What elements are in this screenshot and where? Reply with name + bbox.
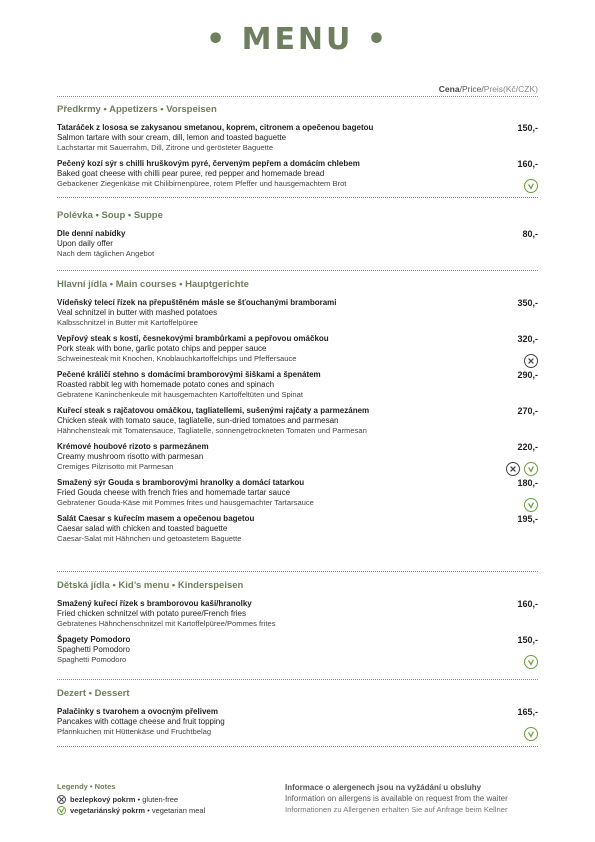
menu-item	[57, 406, 538, 436]
item-name-cz: Pečené králičí stehno s domácími bramborovými šiškami a špenátem	[57, 370, 321, 379]
legend-veg-rest: • vegetarian meal	[145, 806, 206, 815]
menu-item	[57, 298, 538, 328]
vegetarian-icon	[524, 655, 538, 669]
section-title: Předkrmy • Appetizers • Vorspeisen	[57, 104, 217, 115]
item-name-en: Spaghetti Pomodoro	[57, 645, 130, 654]
item-price: 160,-	[517, 159, 538, 169]
menu-item	[57, 635, 538, 665]
dotted-divider	[57, 679, 538, 680]
item-price: 150,-	[517, 635, 538, 645]
price-label-cz: Cena	[438, 84, 460, 94]
item-name-cz: Palačinky s tvarohem a ovocným přelivem	[57, 707, 218, 716]
item-name-cz: Tataráček z lososa se zakysanou smetanou, koprem, citronem a opečenou bagetou	[57, 123, 374, 132]
allergen-info-en: Information on allergens is available on request from the waiter	[285, 794, 508, 803]
section-title: Dezert • Dessert	[57, 688, 130, 699]
item-price: 195,-	[517, 514, 538, 524]
menu-section	[57, 104, 538, 195]
menu-item	[57, 514, 538, 544]
menu-item	[57, 370, 538, 400]
legend-gf-bold: bezlepkový pokrm	[70, 795, 136, 804]
item-name-en: Fried chicken schnitzel with potato puree/French fries	[57, 609, 246, 618]
item-icons	[524, 354, 538, 368]
section-title: Polévka • Soup • Suppe	[57, 210, 163, 221]
legend-veg-bold: vegetariánský pokrm	[70, 806, 146, 815]
item-name-de: Spaghetti Pomodoro	[57, 655, 127, 664]
vegetarian-icon	[524, 462, 538, 476]
item-name-cz: Smažený sýr Gouda s bramborovými hranolky a domácí tatarkou	[57, 478, 305, 487]
item-price: 320,-	[517, 334, 538, 344]
menu-item	[57, 478, 538, 508]
item-price: 350,-	[517, 298, 538, 308]
item-name-en: Pork steak with bone, garlic potato chips and pepper sauce	[57, 344, 267, 353]
vegetarian-icon	[57, 806, 66, 815]
menu-item	[57, 707, 538, 737]
price-label-de: Preis(Kč/CZK)	[483, 84, 538, 94]
legend	[57, 782, 277, 816]
item-name-en: Salmon tartare with sour cream, dill, lemon and toasted baguette	[57, 133, 287, 142]
vegetarian-icon	[524, 179, 538, 193]
item-name-cz: Pečený kozí sýr s chilli hruškovým pyré, červeným pepřem a domácím chlebem	[57, 159, 360, 168]
item-price: 150,-	[517, 123, 538, 133]
item-name-cz: Salát Caesar s kuřecím masem a opečenou bagetou	[57, 514, 255, 523]
item-name-cz: Kuřecí steak s rajčatovou omáčkou, tagliatellemi, sušenými rajčaty a parmezánem	[57, 406, 370, 415]
price-column-header	[439, 84, 538, 94]
menu-section	[57, 688, 538, 743]
gluten-free-icon	[506, 462, 520, 476]
item-name-de: Pfannkuchen mit Hüttenkäse und Fruchtbelag	[57, 727, 212, 736]
menu-section	[57, 580, 538, 671]
item-name-cz: Krémové houbové rizoto s parmezánem	[57, 442, 209, 451]
item-name-cz: Špagety Pomodoro	[57, 635, 131, 644]
allergen-info-cz: Informace o alergenech jsou na vyžádání u obsluhy	[285, 783, 482, 792]
legend-gluten-free	[57, 794, 277, 805]
menu-item	[57, 334, 538, 364]
menu-item	[57, 123, 538, 153]
item-icons	[524, 498, 538, 512]
item-name-cz: Vepřový steak s kostí, česnekovými brambůrkami a pepřovou omáčkou	[57, 334, 329, 343]
allergen-info	[285, 782, 538, 815]
menu-item	[57, 442, 538, 472]
item-name-en: Caesar salad with chicken and toasted baguette	[57, 524, 228, 533]
menu-item	[57, 229, 538, 259]
item-price: 270,-	[517, 406, 538, 416]
menu-item	[57, 159, 538, 189]
item-name-en: Creamy mushroom risotto with parmesan	[57, 452, 204, 461]
item-price: 160,-	[517, 599, 538, 609]
item-name-de: Kalbsschnitzel in Butter mit Kartoffelpüree	[57, 318, 198, 327]
item-name-de: Gebratener Gouda-Käse mit Pommes frites und hausgemachter Tartarsauce	[57, 498, 314, 507]
item-name-en: Upon daily offer	[57, 239, 113, 248]
item-name-cz: Vídeňský telecí řízek na přepuštěném másle se šťouchanými bramborami	[57, 298, 337, 307]
item-name-en: Veal schnitzel in butter with mashed potatoes	[57, 308, 218, 317]
item-price: 80,-	[522, 229, 538, 239]
vegetarian-icon	[524, 498, 538, 512]
item-icons	[524, 655, 538, 669]
item-name-de: Cremiges Pilzrisotto mit Parmesan	[57, 462, 174, 471]
section-title: Dětská jídla • Kid’s menu • Kinderspeisen	[57, 580, 244, 591]
item-name-de: Nach dem täglichen Angebot	[57, 249, 155, 258]
item-name-en: Baked goat cheese with chilli pear puree, red pepper and homemade bread	[57, 169, 325, 178]
item-name-en: Roasted rabbit leg with homemade potato cones and spinach	[57, 380, 275, 389]
item-price: 165,-	[517, 707, 538, 717]
dotted-divider	[57, 197, 538, 198]
legend-gf-rest: • gluten-free	[135, 795, 179, 804]
item-icons	[524, 727, 538, 741]
legend-title: Legendy • Notes	[57, 782, 116, 791]
dotted-divider	[57, 96, 538, 97]
item-name-en: Fried Gouda cheese with french fries and homemade tartar sauce	[57, 488, 291, 497]
item-name-de: Gebackener Ziegenkäse mit Chilibirnenpüree, rotem Pfeffer und hausgemachtem Brot	[57, 179, 347, 188]
item-name-cz: Smažený kuřecí řízek s bramborovou kaší/hranolky	[57, 599, 252, 608]
menu-title: • MENU •	[205, 22, 390, 57]
gluten-free-icon	[524, 354, 538, 368]
item-name-de: Schweinesteak mit Knochen, Knoblauchkartoffelchips und Pfeffersauce	[57, 354, 297, 363]
item-name-de: Gebratenes Hähnchenschnitzel mit Kartoffelpüree/Pommes frites	[57, 619, 276, 628]
menu-section	[57, 210, 538, 265]
item-icons	[524, 179, 538, 193]
menu-item	[57, 599, 538, 629]
dotted-divider	[57, 746, 538, 747]
item-price: 220,-	[517, 442, 538, 452]
item-price: 180,-	[517, 478, 538, 488]
item-name-cz: Dle denní nabídky	[57, 229, 126, 238]
section-title: Hlavní jídla • Main courses • Hauptgerichte	[57, 279, 249, 290]
item-name-de: Lachstartar mit Sauerrahm, Dill, Zitrone und gerösteter Baguette	[57, 143, 274, 152]
item-price: 290,-	[517, 370, 538, 380]
item-icons	[506, 462, 538, 476]
item-name-en: Chicken steak with tomato sauce, tagliatelle, sun-dried tomatoes and parmesan	[57, 416, 339, 425]
menu-section	[57, 279, 538, 550]
dotted-divider	[57, 571, 538, 572]
item-name-en: Pancakes with cottage cheese and fruit topping	[57, 717, 225, 726]
gluten-free-icon	[57, 795, 66, 804]
price-label-en: /Price/	[459, 84, 484, 94]
allergen-info-de: Informationen zu Allergenen erhalten Sie auf Anfrage beim Kellner	[285, 805, 508, 814]
item-name-de: Caesar-Salat mit Hähnchen und getoastetem Baguette	[57, 534, 242, 543]
vegetarian-icon	[524, 727, 538, 741]
item-name-de: Gebratene Kaninchenkeule mit hausgemachten Kartoffeltüten und Spinat	[57, 390, 303, 399]
item-name-de: Hähnchensteak mit Tomatensauce, Tagliatelle, sonnengetrockneten Tomaten und Parmesan	[57, 426, 367, 435]
legend-vegetarian	[57, 805, 277, 816]
dotted-divider	[57, 270, 538, 271]
